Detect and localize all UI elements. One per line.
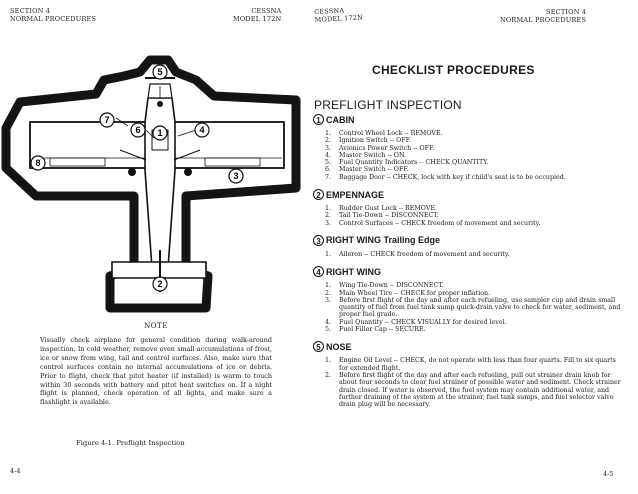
cabin-checklist <box>325 130 625 181</box>
section-cabin-heading <box>313 114 625 125</box>
section-name: CABIN <box>326 114 355 125</box>
list-item: 3. Avionics Power Switch -- OFF. <box>325 144 435 152</box>
right-page-number: 4-5 <box>603 470 614 478</box>
list-item: 6. Master Switch -- OFF. <box>325 166 409 174</box>
section-label: SECTION 4 <box>546 8 587 16</box>
station-1-label: 1 <box>157 128 163 138</box>
preflight-inspection-heading: PREFLIGHT INSPECTION <box>314 98 462 112</box>
list-item: 1. Control Wheel Lock -- REMOVE. <box>325 130 443 137</box>
station-8-label: 8 <box>35 158 41 168</box>
section-name: RIGHT WING <box>326 266 381 277</box>
note-text: Visually check airplane for general condition during walk-around inspection. In cold weather, remove even small accumulations of frost, ice or snow from wing, tail and control surfaces. Also, make sure that control surfaces contain no internal accumulations of ice or debris. Prior to flight, check that pitot heater (if installed) is warm to touch within 30 seconds with battery and pitot heat switches on. If a night flight is planned, check operation of all lights, and make sure a flashlight is available. <box>40 336 272 407</box>
list-item: 3. Before first flight of the day and after each refueling, use sampler cup and drain small quantity of fuel from fuel tank sump quick-drain valve to check for water, sediment, and proper fuel grade. <box>325 296 621 319</box>
section-right-wing-heading <box>313 266 625 277</box>
list-item: 4. Master Switch -- ON. <box>325 151 407 159</box>
list-item: 3. Control Surfaces -- CHECK freedom of movement and security. <box>325 219 541 227</box>
left-page-number: 4-4 <box>10 467 21 475</box>
list-item: 2. Main Wheel Tire -- CHECK for proper inflation. <box>325 289 491 297</box>
model: MODEL 172N <box>314 13 364 24</box>
checklist-title: CHECKLIST PROCEDURES <box>372 63 535 77</box>
section-label: SECTION 4 <box>10 7 51 15</box>
empennage-checklist <box>325 205 625 227</box>
list-item: 5. Fuel Quantity Indicators -- CHECK QUANTITY. <box>325 159 489 167</box>
section-number: 1 <box>313 114 324 125</box>
manufacturer: CESSNA <box>314 6 345 16</box>
figure-caption: Figure 4-1. Preflight Inspection <box>76 439 185 447</box>
section-name: NORMAL PROCEDURES <box>500 16 587 24</box>
list-item: 1. Wing Tie-Down -- DISCONNECT. <box>325 282 444 290</box>
station-5-label: 5 <box>157 67 163 77</box>
section-number: 5 <box>313 341 324 352</box>
section-name: NORMAL PROCEDURES <box>10 15 97 23</box>
station-6-label: 6 <box>135 125 141 135</box>
list-item: 5. Fuel Filler Cap -- SECURE. <box>325 326 426 334</box>
section-number: 3 <box>313 235 324 246</box>
model: MODEL 172N <box>233 15 282 23</box>
list-item: 7. Baggage Door -- CHECK, lock with key if child's seat is to be occupied. <box>325 173 566 181</box>
list-item: 1. Engine Oil Level -- CHECK, do not operate with less than four quarts. Fill to six quarts for extended flight. <box>325 357 616 372</box>
station-7-label: 7 <box>104 115 110 125</box>
section-number: 4 <box>313 266 324 277</box>
right-header-model <box>314 5 363 24</box>
note-title: NOTE <box>144 322 168 330</box>
section-name: RIGHT WING Trailing Edge <box>326 235 441 246</box>
right-wing-checklist <box>325 282 625 333</box>
section-name: EMPENNAGE <box>326 189 385 200</box>
inspection-note <box>40 322 272 407</box>
preflight-inspection-diagram <box>0 0 310 320</box>
list-item: 1. Rudder Gust Lock -- REMOVE. <box>325 205 438 213</box>
checklist-sections <box>313 114 625 408</box>
right-wing-trailing-checklist <box>325 251 625 258</box>
station-4-label: 4 <box>199 125 205 135</box>
station-3-label: 3 <box>233 171 239 181</box>
section-nose-heading <box>313 341 625 352</box>
list-item: 2. Before first flight of the day and after each refueling, pull out strainer drain knob for about four seconds to clear fuel strainer of possible water and sediment. Check strainer drain closed. If water is observed, the fuel system may contain additional water, and further draining of the system at the strainer, fuel tank sumps, and fuel selector valve drain plug will be necessary. <box>325 371 621 409</box>
section-right-wing-trailing-heading <box>313 235 625 246</box>
section-empennage-heading <box>313 189 625 200</box>
list-item: 1. Aileron -- CHECK freedom of movement and security. <box>325 250 510 258</box>
section-name: NOSE <box>326 341 352 352</box>
section-number: 2 <box>313 189 324 200</box>
list-item: 2. Tail Tie-Down -- DISCONNECT. <box>325 212 439 220</box>
list-item: 4. Fuel Quantity -- CHECK VISUALLY for desired level. <box>325 318 507 326</box>
manufacturer: CESSNA <box>251 7 282 15</box>
station-2-label: 2 <box>157 279 163 289</box>
list-item: 2. Ignition Switch -- OFF. <box>325 137 411 145</box>
nose-checklist <box>325 357 625 408</box>
right-header-section <box>500 8 586 24</box>
